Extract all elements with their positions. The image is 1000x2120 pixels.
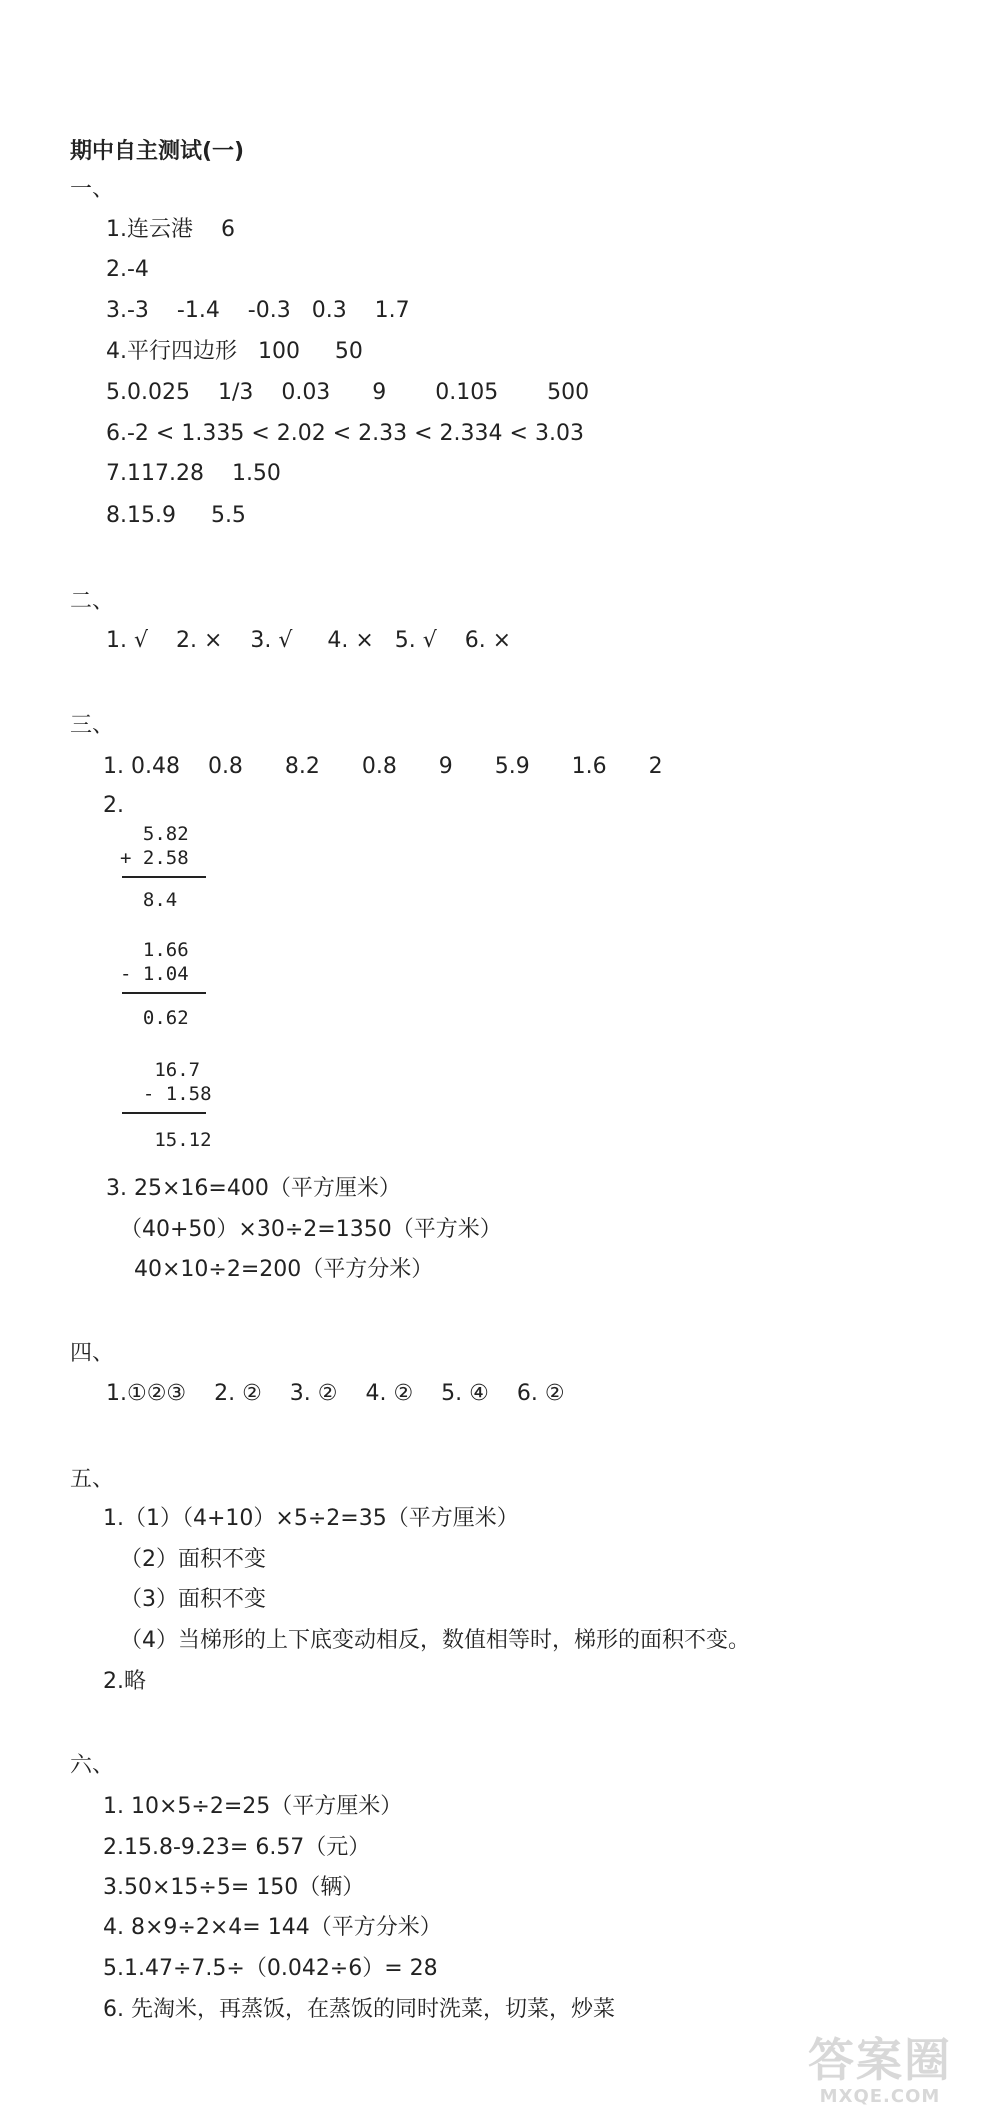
s5-line-1: 1.（1）（4+10）×5÷2=35（平方厘米） [103,1506,519,1531]
watermark-logo [780,2034,980,2114]
s2-line-1: 1. √ 2. × 3. √ 4. × 5. √ 6. × [106,628,512,653]
s3-line-4: （40+50）×30÷2=1350（平方米） [120,1217,502,1242]
s3-line-5: 40×10÷2=200（平方分米） [134,1257,434,1282]
calc-2-result: 0.62 [120,1007,189,1029]
s6-line-3: 3.50×15÷5= 150（辆） [103,1875,365,1900]
section-4-label: 四、 [70,1341,115,1366]
s6-line-1: 1. 10×5÷2=25（平方厘米） [103,1794,403,1819]
calc-2-operand: - 1.04 [120,963,189,985]
calc-1-rule [122,876,206,878]
s3-line-1: 1. 0.48 0.8 8.2 0.8 9 5.9 1.6 2 [103,754,663,779]
s5-line-3: （3）面积不变 [120,1587,266,1612]
calc-2-top: 1.66 [120,939,189,961]
s5-line-4: （4）当梯形的上下底变动相反，数值相等时，梯形的面积不变。 [120,1628,750,1653]
watermark-logo-text: 答案圈 [808,2033,952,2087]
calc-3-rule [122,1112,206,1114]
s5-line-5: 2.略 [103,1669,146,1694]
s5-line-2: （2）面积不变 [120,1547,266,1572]
s1-line-4: 4.平行四边形 100 50 [106,339,363,364]
s1-line-6: 6.-2 < 1.335 < 2.02 < 2.33 < 2.334 < 3.03 [106,421,584,446]
calc-1-top: 5.82 [120,823,189,845]
calc-3-result: 15.12 [120,1129,212,1151]
section-3-label: 三、 [70,713,115,738]
s1-line-2: 2.-4 [106,257,149,282]
s1-line-7: 7.117.28 1.50 [106,461,281,486]
calc-3-top: 16.7 [120,1059,201,1081]
calc-3-operand: - 1.58 [120,1083,212,1105]
calc-1-result: 8.4 [120,889,178,911]
section-6-label: 六、 [70,1753,115,1778]
section-2-label: 二、 [70,589,115,614]
s3-line-3: 3. 25×16=400（平方厘米） [106,1176,401,1201]
s6-line-5: 5.1.47÷7.5÷（0.042÷6）= 28 [103,1956,438,1981]
calc-1-operand: + 2.58 [120,847,189,869]
s1-line-1: 1.连云港 6 [106,217,235,242]
page-title: 期中自主测试(一) [70,139,245,164]
s1-line-8: 8.15.9 5.5 [106,503,246,528]
s6-line-2: 2.15.8-9.23= 6.57（元） [103,1835,371,1860]
s3-line-2: 2. [103,793,124,818]
watermark-url: MXQE.COM [819,2086,941,2107]
s4-line-1: 1.①②③ 2. ② 3. ② 4. ② 5. ④ 6. ② [106,1381,565,1406]
s1-line-5: 5.0.025 1/3 0.03 9 0.105 500 [106,380,590,405]
section-1-label: 一、 [70,177,115,202]
calc-2-rule [122,992,206,994]
s1-line-3: 3.-3 -1.4 -0.3 0.3 1.7 [106,298,410,323]
s6-line-6: 6. 先淘米，再蒸饭，在蒸饭的同时洗菜，切菜，炒菜 [103,1997,615,2022]
section-5-label: 五、 [70,1467,115,1492]
s6-line-4: 4. 8×9÷2×4= 144（平方分米） [103,1915,442,1940]
